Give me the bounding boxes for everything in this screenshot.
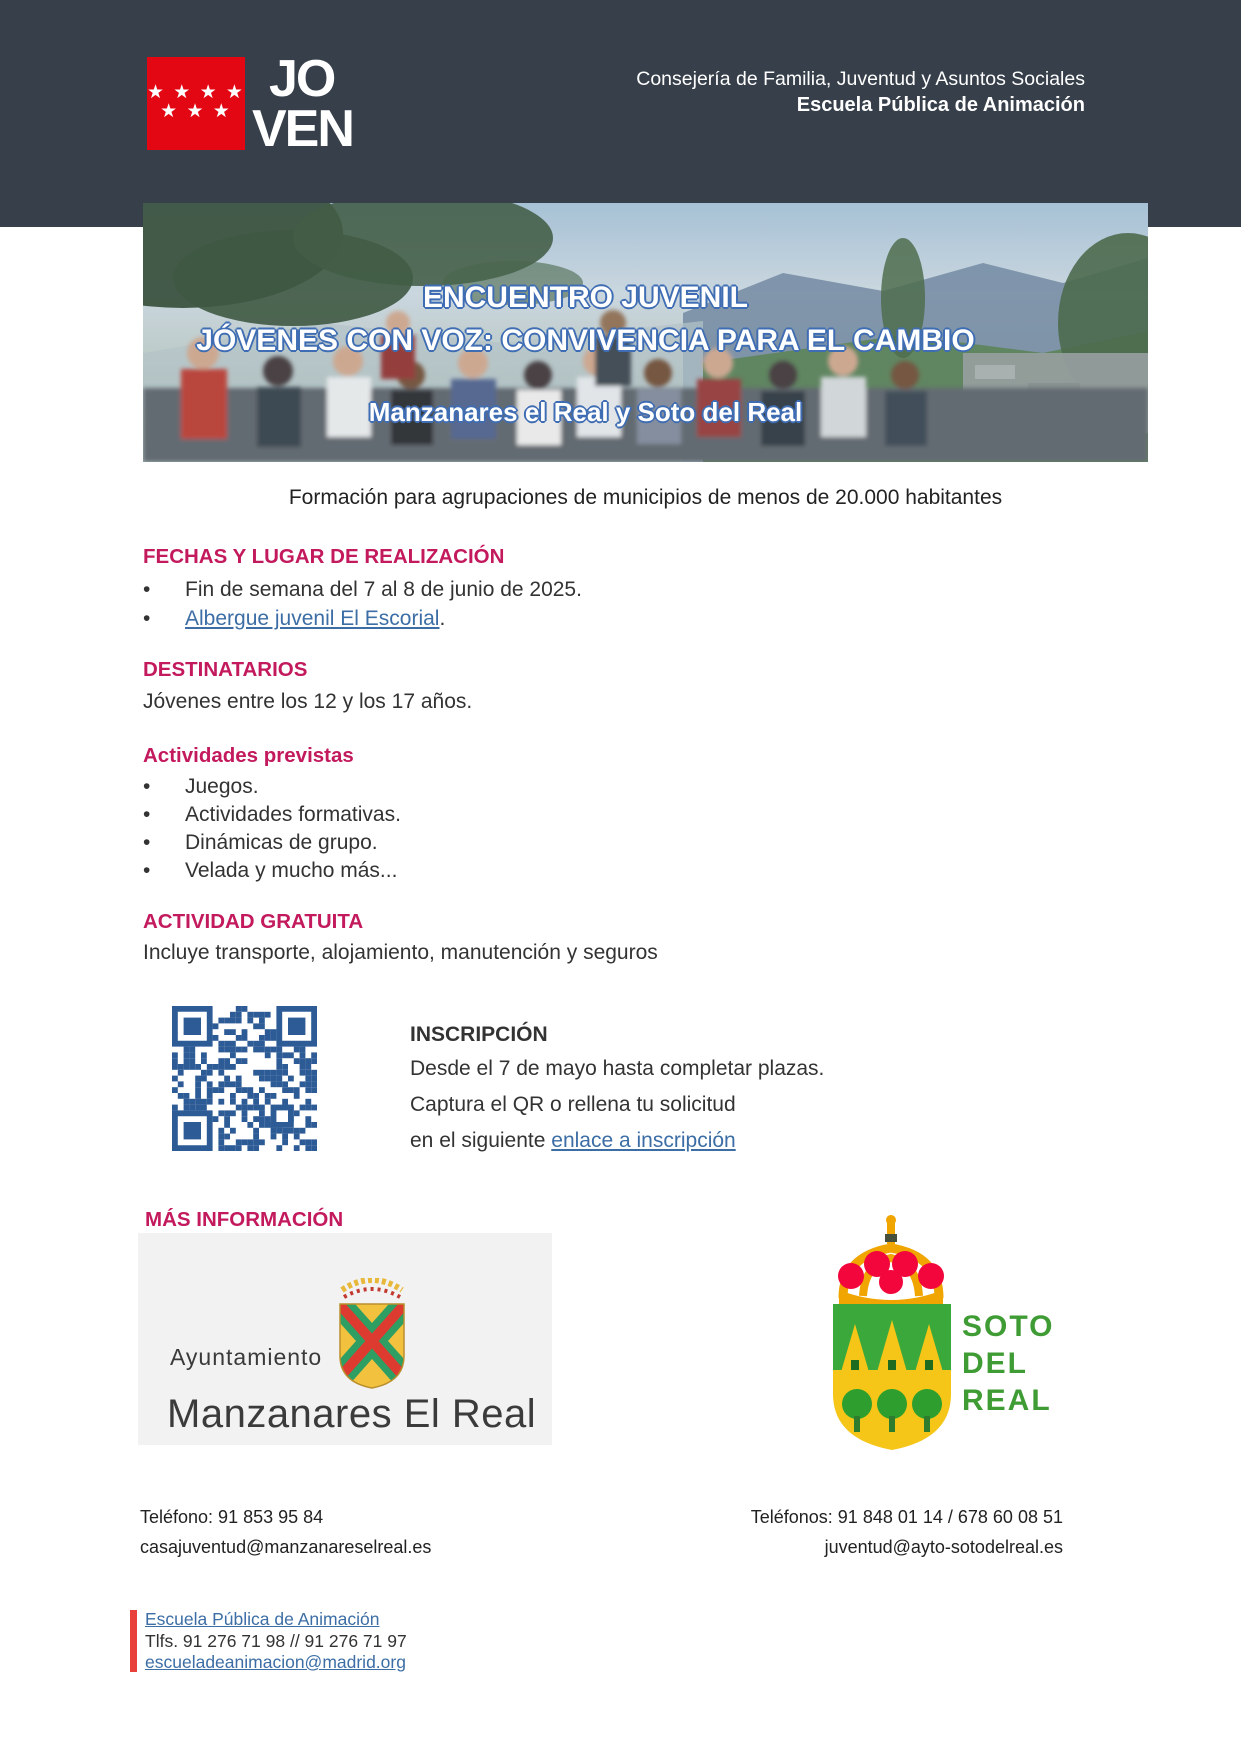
actividad-item: [143, 831, 1043, 855]
header-band: [0, 0, 1241, 227]
bullet-icon: •: [143, 803, 151, 826]
flag-stars-row1: ★ ★ ★ ★: [147, 82, 245, 103]
header-org-block: [636, 66, 1085, 118]
albergue-link-suffix: .: [439, 607, 446, 630]
actividad-item-text: Actividades formativas.: [185, 803, 401, 826]
joven-logo-ven: VEN: [252, 100, 353, 158]
actividad-item: [143, 803, 1043, 827]
fechas-bullet-1: [143, 578, 1043, 602]
actividad-item-text: Juegos.: [185, 775, 259, 798]
fechas-bullet-2: [143, 607, 1043, 631]
actividad-item-text: Dinámicas de grupo.: [185, 831, 378, 854]
section-heading-fechas: FECHAS Y LUGAR DE REALIZACIÓN: [143, 545, 505, 568]
manzanares-ayuntamiento-label: Ayuntamiento: [170, 1344, 323, 1370]
section-heading-actividades: Actividades previstas: [143, 744, 354, 767]
section-heading-gratuita: ACTIVIDAD GRATUITA: [143, 910, 364, 933]
qr-code: [172, 1006, 317, 1151]
hero-title-line1: ENCUENTRO JUVENIL: [422, 281, 749, 314]
section-heading-destinatarios: DESTINATARIOS: [143, 658, 308, 681]
albergue-link[interactable]: Albergue juvenil El Escorial: [185, 607, 440, 630]
actividad-item: [143, 775, 1043, 799]
inscripcion-line3-prefix: en el siguiente: [410, 1129, 552, 1152]
bullet-icon: •: [143, 578, 151, 601]
inscripcion-line3: [410, 1129, 736, 1153]
flag-stars-row2: ★ ★ ★: [160, 101, 232, 122]
actividad-item: [143, 859, 1043, 883]
fechas-bullet-1-text: Fin de semana del 7 al 8 de junio de 2025.: [185, 578, 582, 601]
footer-school-link[interactable]: Escuela Pública de Animación: [145, 1609, 380, 1629]
soto-shield-icon: [825, 1212, 960, 1457]
bullet-icon: •: [143, 607, 151, 630]
hero-photo: [143, 203, 1148, 462]
destinatarios-text: Jóvenes entre los 12 y los 17 años.: [143, 690, 473, 713]
soto-phone: Teléfonos: 91 848 01 14 / 678 60 08 51: [750, 1507, 1063, 1527]
hero-subtitle: Manzanares el Real y Soto del Real: [368, 397, 803, 427]
soto-logo-line3: REAL: [962, 1384, 1052, 1417]
bullet-icon: •: [143, 859, 151, 882]
manzanares-name: Manzanares El Real: [167, 1392, 537, 1436]
soto-logo-line1: SOTO: [962, 1310, 1055, 1343]
header-org-line1: Consejería de Familia, Juventud y Asuntos Sociales: [636, 68, 1085, 90]
soto-contact: [751, 1502, 1063, 1562]
joven-logo-jo: JO: [269, 50, 335, 108]
gratuita-text: Incluye transporte, alojamiento, manutención y seguros: [143, 941, 658, 964]
actividad-item-text: Velada y mucho más...: [185, 859, 398, 882]
footer-email-link[interactable]: escueladeanimacion@madrid.org: [145, 1652, 406, 1672]
bullet-icon: •: [143, 831, 151, 854]
section-heading-mas-informacion: MÁS INFORMACIÓN: [145, 1208, 344, 1231]
manzanares-email: casajuventud@manzanareselreal.es: [140, 1537, 432, 1557]
header-org-line2: Escuela Pública de Animación: [796, 94, 1085, 116]
footer-phones: Tlfs. 91 276 71 98 // 91 276 71 97: [145, 1630, 407, 1651]
enlace-inscripcion-link[interactable]: enlace a inscripción: [551, 1129, 736, 1152]
manzanares-phone: Teléfono: 91 853 95 84: [140, 1507, 324, 1527]
footer-block: [145, 1609, 407, 1674]
intro-line: Formación para agrupaciones de municipios de menos de 20.000 habitantes: [288, 486, 1003, 509]
soto-logo-line2: DEL: [962, 1347, 1028, 1380]
hero-title-line2: JÓVENES CON VOZ: CONVIVENCIA PARA EL CAMBIO: [196, 324, 975, 357]
footer-accent-bar: [130, 1610, 137, 1672]
inscripcion-line1: Desde el 7 de mayo hasta completar plazas.: [410, 1057, 825, 1080]
inscripcion-line2: Captura el QR o rellena tu solicitud: [410, 1093, 736, 1116]
soto-email: juventud@ayto-sotodelreal.es: [824, 1537, 1063, 1557]
manzanares-shield-icon: [330, 1278, 415, 1398]
bullet-icon: •: [143, 775, 151, 798]
madrid-flag-icon: [147, 57, 245, 150]
section-heading-inscripcion: INSCRIPCIÓN: [410, 1023, 548, 1046]
manzanares-contact: [140, 1502, 431, 1562]
